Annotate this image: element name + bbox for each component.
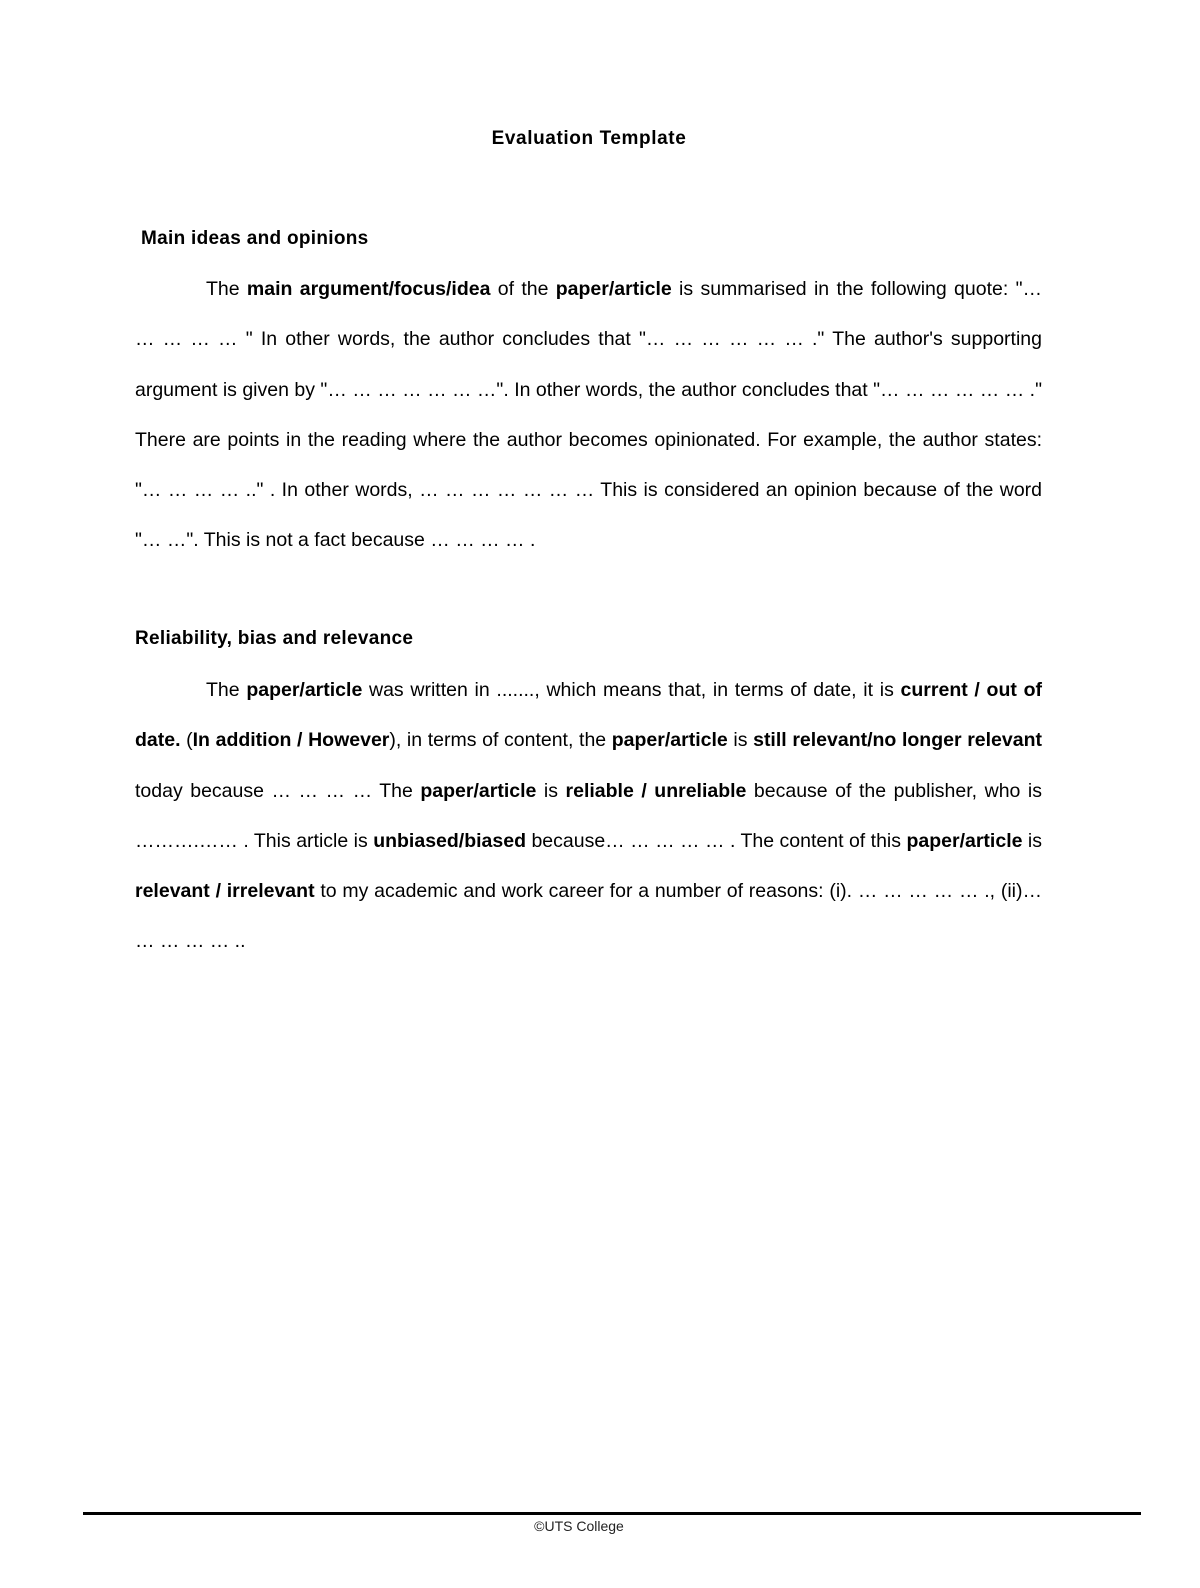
bold-run: reliable / unreliable [565, 779, 747, 802]
bold-run: relevant / irrelevant [135, 880, 315, 903]
bold-run: paper/article [420, 779, 537, 802]
bold-run: paper/article [611, 729, 728, 752]
section-heading-reliability: Reliability, bias and relevance [135, 628, 414, 649]
bold-run: In addition / However [192, 729, 390, 752]
bold-run: current / out of date. [135, 679, 1042, 752]
text-run: is summarised in the following quote: "… … … … … " In other words, the author concludes that "… … … … … … ." The author's supporting argument is given by "… … … … … … …". In other words, the author concludes that "… … … … … … ." There are points in the reading where the author becomes opinionated. For example, the author states: "… … … … .." . In other words, … … … … … … … This is considered an opinion because of the word "… …". This is not a fact because … … … … . [135, 278, 1043, 552]
text-run: ( [180, 729, 193, 752]
text-run: of the [490, 278, 556, 300]
text-run: is [727, 729, 754, 752]
document-title: Evaluation Template [491, 128, 687, 149]
footer-copyright: ©UTS College [534, 1518, 624, 1534]
footer-divider [83, 1512, 1141, 1515]
paragraph-reliability [135, 665, 1042, 967]
text-run: ), in terms of content, the [389, 729, 612, 752]
text-run: The [206, 679, 247, 701]
text-run: is [1022, 829, 1043, 852]
text-run: to my academic and work career for a number of reasons: (i). … … … … … ., (ii)… … … … … .. [135, 880, 1043, 953]
bold-run: paper/article [906, 829, 1023, 852]
text-run: is [536, 779, 566, 802]
bold-run: paper/article [246, 679, 363, 701]
bold-run: still relevant/no longer relevant [753, 729, 1042, 752]
section-heading-main-ideas: Main ideas and opinions [141, 228, 369, 249]
paragraph-main-ideas [135, 264, 1042, 566]
bold-run: main argument/focus/idea [246, 278, 491, 300]
text-run: today because … … … … The [135, 779, 421, 802]
bold-run: paper/article [555, 278, 672, 300]
text-run: The [206, 278, 247, 300]
text-run: because… … … … … . The content of this [526, 829, 907, 852]
text-run: was written in ......., which means that, in terms of date, it is [362, 679, 901, 701]
text-run: because of the publisher, who is ……….…… . This article is [135, 779, 1042, 852]
bold-run: unbiased/biased [373, 829, 526, 852]
